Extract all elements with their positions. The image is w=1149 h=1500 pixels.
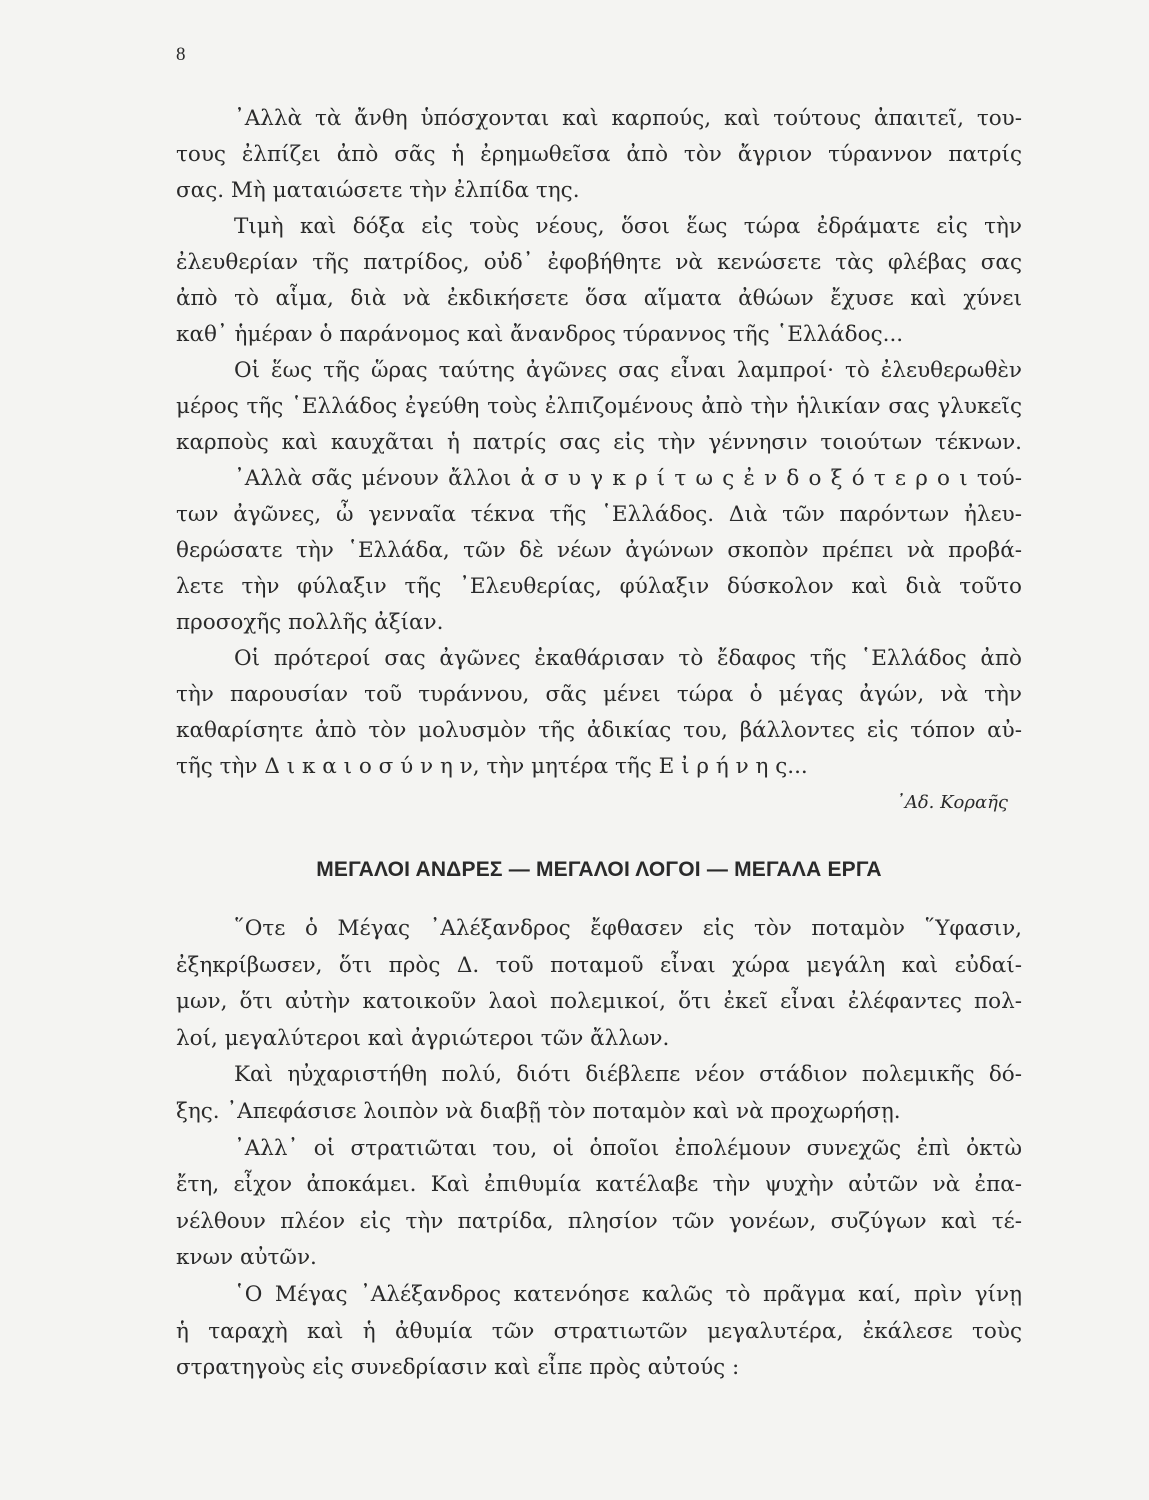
text-line: προσοχῆς πολλῆς ἀξίαν. (176, 610, 444, 635)
text-line: τους ἐλπίζει ἀπὸ σᾶς ἡ ἐρημωθεῖσα ἀπὸ τὸν ἄγριον τύραννον πατρίς (176, 142, 1022, 167)
text-line: καρποὺς καὶ καυχᾶται ἡ πατρίς σας εἰς τὴν γέννησιν τοιούτων τέκνων. (176, 430, 1022, 455)
text-line: ἀπὸ τὸ αἷμα, διὰ νὰ ἐκδικήσετε ὅσα αἵματα ἀθώων ἔχυσε καὶ χύνει (176, 286, 1022, 311)
text-line: ἡ ταραχὴ καὶ ἡ ἀθυμία τῶν στρατιωτῶν μεγαλυτέρα, ἐκάλεσε τοὺς (176, 1318, 1022, 1344)
passage-korais (176, 101, 1022, 821)
text-line: λετε τὴν φύλαξιν τῆς ᾿Ελευθερίας, φύλαξιν δύσκολον καὶ διὰ τοῦτο (176, 574, 1022, 599)
text-line: θερώσατε τὴν ῾Ελλάδα, τῶν δὲ νέων ἀγώνων σκοπὸν πρέπει νὰ προβά- (176, 538, 1022, 563)
text-line: σας. Μὴ ματαιώσετε τὴν ἐλπίδα της. (176, 178, 580, 203)
text-line: λοί, μεγαλύτεροι καὶ ἀγριώτεροι τῶν ἄλλων. (176, 1025, 670, 1051)
text-line: Οἱ ἕως τῆς ὥρας ταύτης ἀγῶνες σας εἶναι λαμπροί· τὸ ἐλευθερωθὲν (234, 358, 1022, 383)
text-line: ξης. ᾿Απεφάσισε λοιπὸν νὰ διαβῇ τὸν ποταμὸν καὶ νὰ προχωρήσῃ. (176, 1098, 901, 1124)
text-line: ῞Οτε ὁ Μέγας ᾿Αλέξανδρος ἔφθασεν εἰς τὸν ποταμὸν ῞Υφασιν, (234, 916, 1022, 941)
author-signature: ᾿Αδ. Κοραῆς (895, 792, 1008, 813)
text-line: καθ᾿ ἡμέραν ὁ παράνομος καὶ ἄνανδρος τύραννος τῆς ῾Ελλάδος... (176, 322, 904, 347)
text-line: κνων αὐτῶν. (176, 1245, 317, 1271)
text-line: ᾿Αλλ᾿ οἱ στρατιῶται του, οἱ ὁποῖοι ἐπολέμουν συνεχῶς ἐπὶ ὀκτὼ (234, 1135, 1022, 1161)
text-line: Οἱ πρότεροί σας ἀγῶνες ἐκαθάρισαν τὸ ἔδαφος τῆς ῾Ελλάδος ἀπὸ (234, 646, 1022, 671)
text-line: τῆς τὴν Δ ι κ α ι ο σ ύ ν η ν, τὴν μητέρα τῆς Ε ἰ ρ ή ν η ς... (176, 754, 808, 779)
text-line: νέλθουν πλέον εἰς τὴν πατρίδα, πλησίον τῶν γονέων, συζύγων καὶ τέ- (176, 1208, 1022, 1234)
text-line: ᾿Αλλὰ τὰ ἄνθη ὑπόσχονται καὶ καρπούς, καὶ τούτους ἀπαιτεῖ, του- (234, 106, 1022, 131)
text-line: μων, ὅτι αὐτὴν κατοικοῦν λαοὶ πολεμικοί, ὅτι ἐκεῖ εἶναι ἐλέφαντες πολ- (176, 989, 1022, 1015)
text-line: μέρος τῆς ῾Ελλάδος ἐγεύθη τοὺς ἐλπιζομένους ἀπὸ τὴν ἡλικίαν σας γλυκεῖς (176, 394, 1022, 419)
text-line: στρατηγοὺς εἰς συνεδρίασιν καὶ εἶπε πρὸς αὐτούς : (176, 1355, 740, 1381)
text-line: ᾿Αλλὰ σᾶς μένουν ἄλλοι ἀ σ υ γ κ ρ ί τ ω ς ἐ ν δ ο ξ ό τ ε ρ ο ι τού- (234, 466, 1022, 491)
text-line: ἐλευθερίαν τῆς πατρίδος, οὐδ᾿ ἐφοβήθητε νὰ κενώσετε τὰς φλέβας σας (176, 250, 1022, 275)
passage-alexander-lines (176, 911, 1022, 1387)
text-line: καθαρίσητε ἀπὸ τὸν μολυσμὸν τῆς ἀδικίας του, βάλλοντες εἰς τόπον αὐ- (176, 718, 1022, 743)
text-line: τὴν παρουσίαν τοῦ τυράννου, σᾶς μένει τώρα ὁ μέγας ἀγών, νὰ τὴν (176, 682, 1022, 707)
text-line: ῾Ο Μέγας ᾿Αλέξανδρος κατενόησε καλῶς τὸ πρᾶγμα καί, πρὶν γίνῃ (234, 1281, 1022, 1307)
passage-korais-lines (176, 101, 1022, 785)
passage-alexander (176, 911, 1022, 1387)
text-line: ἔτη, εἶχον ἀποκάμει. Καὶ ἐπιθυμία κατέλαβε τὴν ψυχὴν αὐτῶν νὰ ἐπα- (176, 1172, 1022, 1198)
page-number: 8 (176, 44, 186, 65)
text-line: Καὶ ηὐχαριστήθη πολύ, διότι διέβλεπε νέον στάδιον πολεμικῆς δό- (234, 1062, 1022, 1088)
text-line: Τιμὴ καὶ δόξα εἰς τοὺς νέους, ὅσοι ἕως τώρα ἐδράματε εἰς τὴν (234, 214, 1022, 239)
text-line: των ἀγῶνες, ὦ γενναῖα τέκνα τῆς ῾Ελλάδος. Διὰ τῶν παρόντων ἠλευ- (176, 502, 1022, 527)
text-line: ἐξηκρίβωσεν, ὅτι πρὸς Δ. τοῦ ποταμοῦ εἶναι χώρα μεγάλη καὶ εὐδαί- (176, 952, 1022, 978)
section-heading: ΜΕΓΑΛΟΙ ΑΝΔΡΕΣ — ΜΕΓΑΛΟΙ ΛΟΓΟΙ — ΜΕΓΑΛΑ ΕΡΓΑ (316, 858, 882, 881)
